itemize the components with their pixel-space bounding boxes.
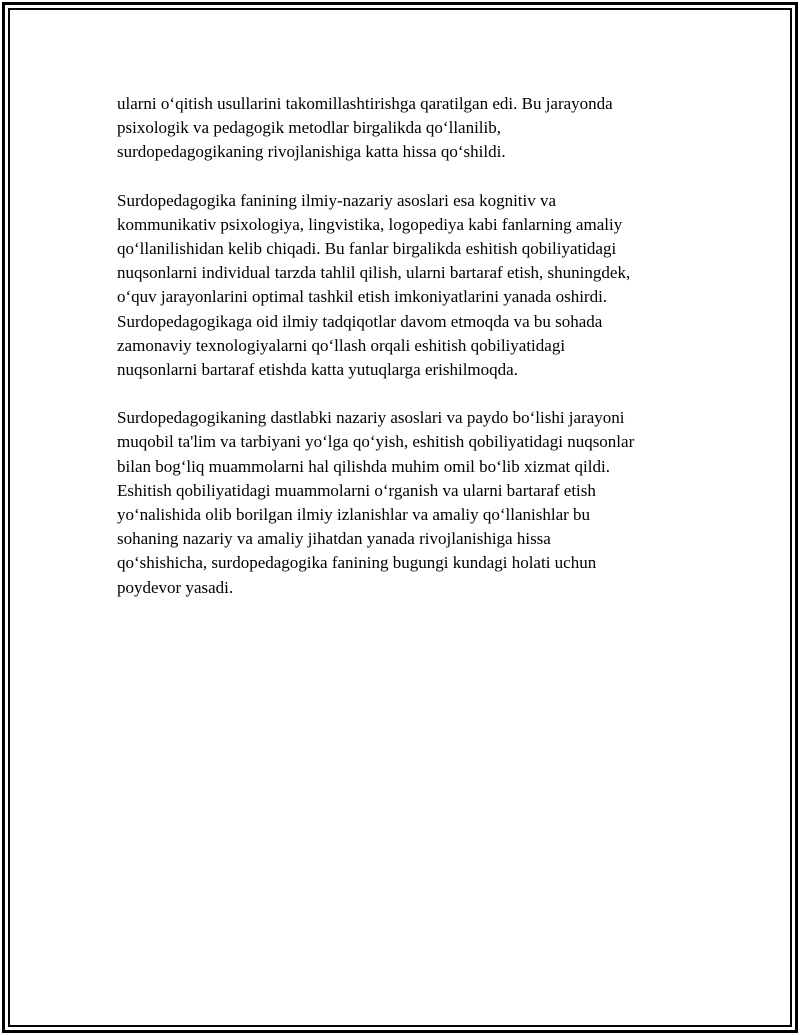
paragraph-2 (117, 189, 707, 383)
text-line: yo‘nalishida olib borilgan ilmiy izlanishlar va amaliy qo‘llanishlar bu (117, 505, 591, 525)
paragraph-1 (117, 92, 707, 165)
text-line: ularni o‘qitish usullarini takomillashtirishga qaratilgan edi. Bu jarayonda (117, 94, 613, 113)
text-line: o‘quv jarayonlarini optimal tashkil etish imkoniyatlarini yanada oshirdi. (117, 287, 608, 307)
text-line: surdopedagogikaning rivojlanishiga katta hissa qo‘shildi. (117, 142, 506, 162)
paragraph-3 (117, 406, 707, 600)
text-line: zamonaviy texnologiyalarni qo‘llash orqali eshitish qobiliyatidagi (117, 335, 566, 355)
text-line: qo‘shishicha, surdopedagogika fanining bugungi kundagi holati uchun (117, 553, 597, 573)
text-line: Surdopedagogika fanining ilmiy-nazariy asoslari esa kognitiv va (117, 190, 557, 210)
text-line: bilan bog‘liq muammolarni hal qilishda muhim omil bo‘lib xizmat qildi. (117, 456, 610, 476)
text-line: psixologik va pedagogik metodlar birgalikda qo‘llanilib, (117, 118, 502, 138)
text-line: nuqsonlarni individual tarzda tahlil qilish, ularni bartaraf etish, shuningdek, (117, 263, 631, 283)
text-line: Eshitish qobiliyatidagi muammolarni o‘rganish va ularni bartaraf etish (117, 480, 596, 500)
text-line: poydevor yasadi. (117, 577, 234, 597)
document-body (117, 92, 707, 624)
text-line: qo‘llanilishidan kelib chiqadi. Bu fanlar birgalikda eshitish qobiliyatidagi (117, 239, 617, 259)
text-line: Surdopedagogikaning dastlabki nazariy asoslari va paydo bo‘lishi jarayoni (117, 408, 625, 428)
text-line: muqobil ta'lim va tarbiyani yo‘lga qo‘yish, eshitish qobiliyatidagi nuqsonlar (117, 432, 635, 452)
text-line: nuqsonlarni bartaraf etishda katta yutuqlarga erishilmoqda. (117, 360, 518, 380)
text-line: kommunikativ psixologiya, lingvistika, logopediya kabi fanlarning amaliy (117, 214, 623, 234)
text-line: sohaning nazariy va amaliy jihatdan yanada rivojlanishiga hissa (117, 529, 551, 549)
text-line: Surdopedagogikaga oid ilmiy tadqiqotlar davom etmoqda va bu sohada (117, 311, 603, 331)
